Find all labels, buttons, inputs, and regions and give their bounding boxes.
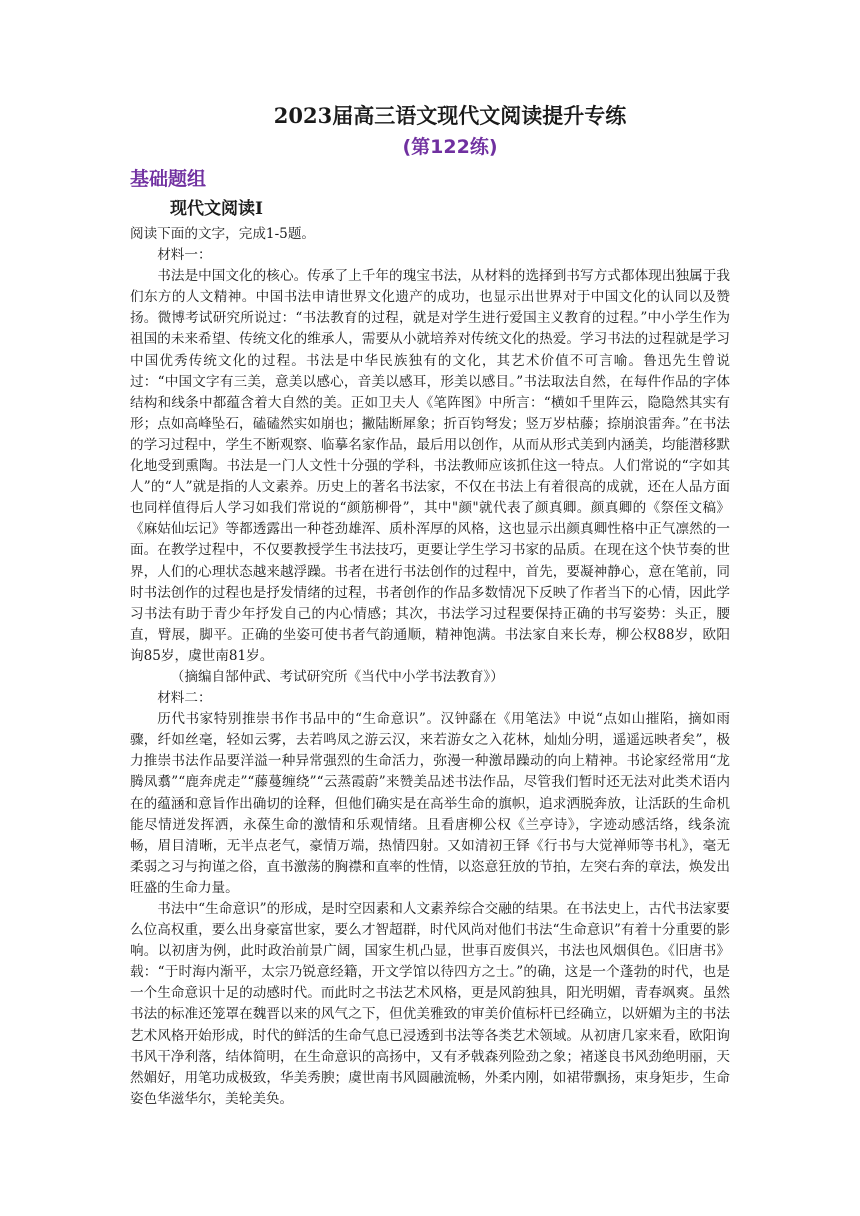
document-page [130,100,730,1110]
document-subtitle: (第122练) [402,136,498,158]
part-heading: 现代文阅读Ⅰ [170,199,263,219]
document-title: 2023届高三语文现代文阅读提升专练 [273,103,627,128]
material-two-paragraph-1: 历代书家特别推崇书作书品中的“生命意识”。汉钟繇在《用笔法》中说“点如山摧陷，摘如雨骤，纤如丝毫，轻如云雾，去若鸣凤之游云汉，来若游女之入花林，灿灿分明，遥遥远映者矣”，极力推崇书法作品要洋溢一种异常强烈的生命活力，弥漫一种激昂躁动的向上精神。书论家经常用“龙腾凤翥”“鹿奔虎走”“藤蔓缠绕”“云蒸霞蔚”来赞美品述书法作品，尽管我们暂时还无法对此类术语内在的蕴涵和意旨作出确切的诠释，但他们确实是在高举生命的旗帜，追求洒脱奔放，让活跃的生命机能尽情迸发挥洒，永葆生命的激情和乐观情绪。且看唐柳公权《兰亭诗》，字迹动感活络，线条流畅，眉目清晰，无半点老气，豪情万端，热情四射。又如清初王铎《行书与大觉禅师等书札》，毫无柔弱之习与拘谨之俗，直书激荡的胸襟和直率的性情，以恣意狂放的节拍，左突右奔的章法，焕发出旺盛的生命力量。 [130,711,730,896]
material-two-paragraph-2: 书法中“生命意识”的形成，是时空因素和人文素养综合交融的结果。在书法史上，古代书法家要么位高权重，要么出身豪富世家，要么才智超群，时代风尚对他们书法“生命意识”有着十分重要的影响。以初唐为例，此时政治前景广阔，国家生机凸显，世事百废俱兴，书法也风烟俱色。《旧唐书》载：“于时海内渐平，太宗乃锐意经籍，开文学馆以待四方之士。”的确，这是一个蓬勃的时代，也是一个生命意识十足的动感时代。而此时之书法艺术风格，更是风韵独具，阳光明媚，青春飒爽。虽然书法的标准还笼罩在魏晋以来的风气之下，但优美雅致的审美价值标杆已经确立，以妍媚为主的书法艺术风格开始形成，时代的鲜活的生命气息已浸透到书法等各类艺术领域。从初唐几家来看，欧阳询书风干净利落，结体简明，在生命意识的高扬中，又有矛戟森列险劲之象；褚遂良书风劲绝明丽，天然媚好，用笔功成极致，华美秀腴；虞世南书风圆融流畅，外柔内刚，如裙带飘扬，束身矩步，生命姿色华滋华尔，美轮美奂。 [130,901,730,1107]
material-one-paragraph: 书法是中国文化的核心。传承了上千年的瑰宝书法，从材料的选择到书写方式都体现出独属于我们东方的人文精神。中国书法申请世界文化遗产的成功，也显示出世界对于中国文化的认同以及赞扬。微博考试研究所说过：“书法教育的过程，就是对学生进行爱国主义教育的过程。”中小学生作为祖国的未来希望、传统文化的维承人，需要从小就培养对传统文化的热爱。学习书法的过程就是学习中国优秀传统文化的过程。书法是中华民族独有的文化，其艺术价值不可言喻。鲁迅先生曾说过：“中国文字有三美，意美以感心，音美以感耳，形美以感目。”书法取法自然，在每件作品的字体结构和线条中都蕴含着大自然的美。正如卫夫人《笔阵图》中所言：“横如千里阵云，隐隐然其实有形；点如高峰坠石，磕磕然实如崩也；撇陆断犀象；折百钧弩发；竖万岁枯藤；捺崩浪雷奔。”在书法的学习过程中，学生不断观察、临摹名家作品，最后用以创作，从而从形式美到内涵美，均能潜移默化地受到熏陶。书法是一门人文性十分强的学科，书法教师应该抓住这一特点。人们常说的“字如其人”的“人”就是指的人文素养。历史上的著名书法家，不仅在书法上有着很高的成就，还在人品方面也同样值得后人学习如我们常说的“颜筋柳骨”，其中"颜"就代表了颜真卿。颜真卿的《祭侄文稿》《麻姑仙坛记》等都透露出一种苍劲雄浑、质朴浑厚的风格，这也显示出颜真卿性格中正气凛然的一面。在教学过程中，不仅要教授学生书法技巧，更要让学生学习书家的品质。在现在这个快节奏的世界，人们的心理状态越来越浮躁。书者在进行书法创作的过程中，首先，要凝神静心，意在笔前，同时书法创作的过程也是抒发情绪的过程，书者创作的作品多数情况下反映了作者当下的心情，因此学习书法有助于青少年抒发自己的内心情感；其次，书法学习过程要保持正确的书写姿势：头正，腰直，臂展，脚平。正确的坐姿可使书者气韵通顺，精神饱满。书法家自来长寿，柳公权88岁，欧阳询85岁，虞世南81岁。 [130,268,730,664]
material-one-source: （摘编自郜仲武、考试研究所《当代中小学书法教育》） [170,668,504,685]
instruction-text: 阅读下面的文字，完成1-5题。 [130,226,316,242]
material-two-label: 材料二： [157,690,212,707]
material-one-label: 材料一： [157,247,212,264]
section-heading: 基础题组 [130,168,207,190]
